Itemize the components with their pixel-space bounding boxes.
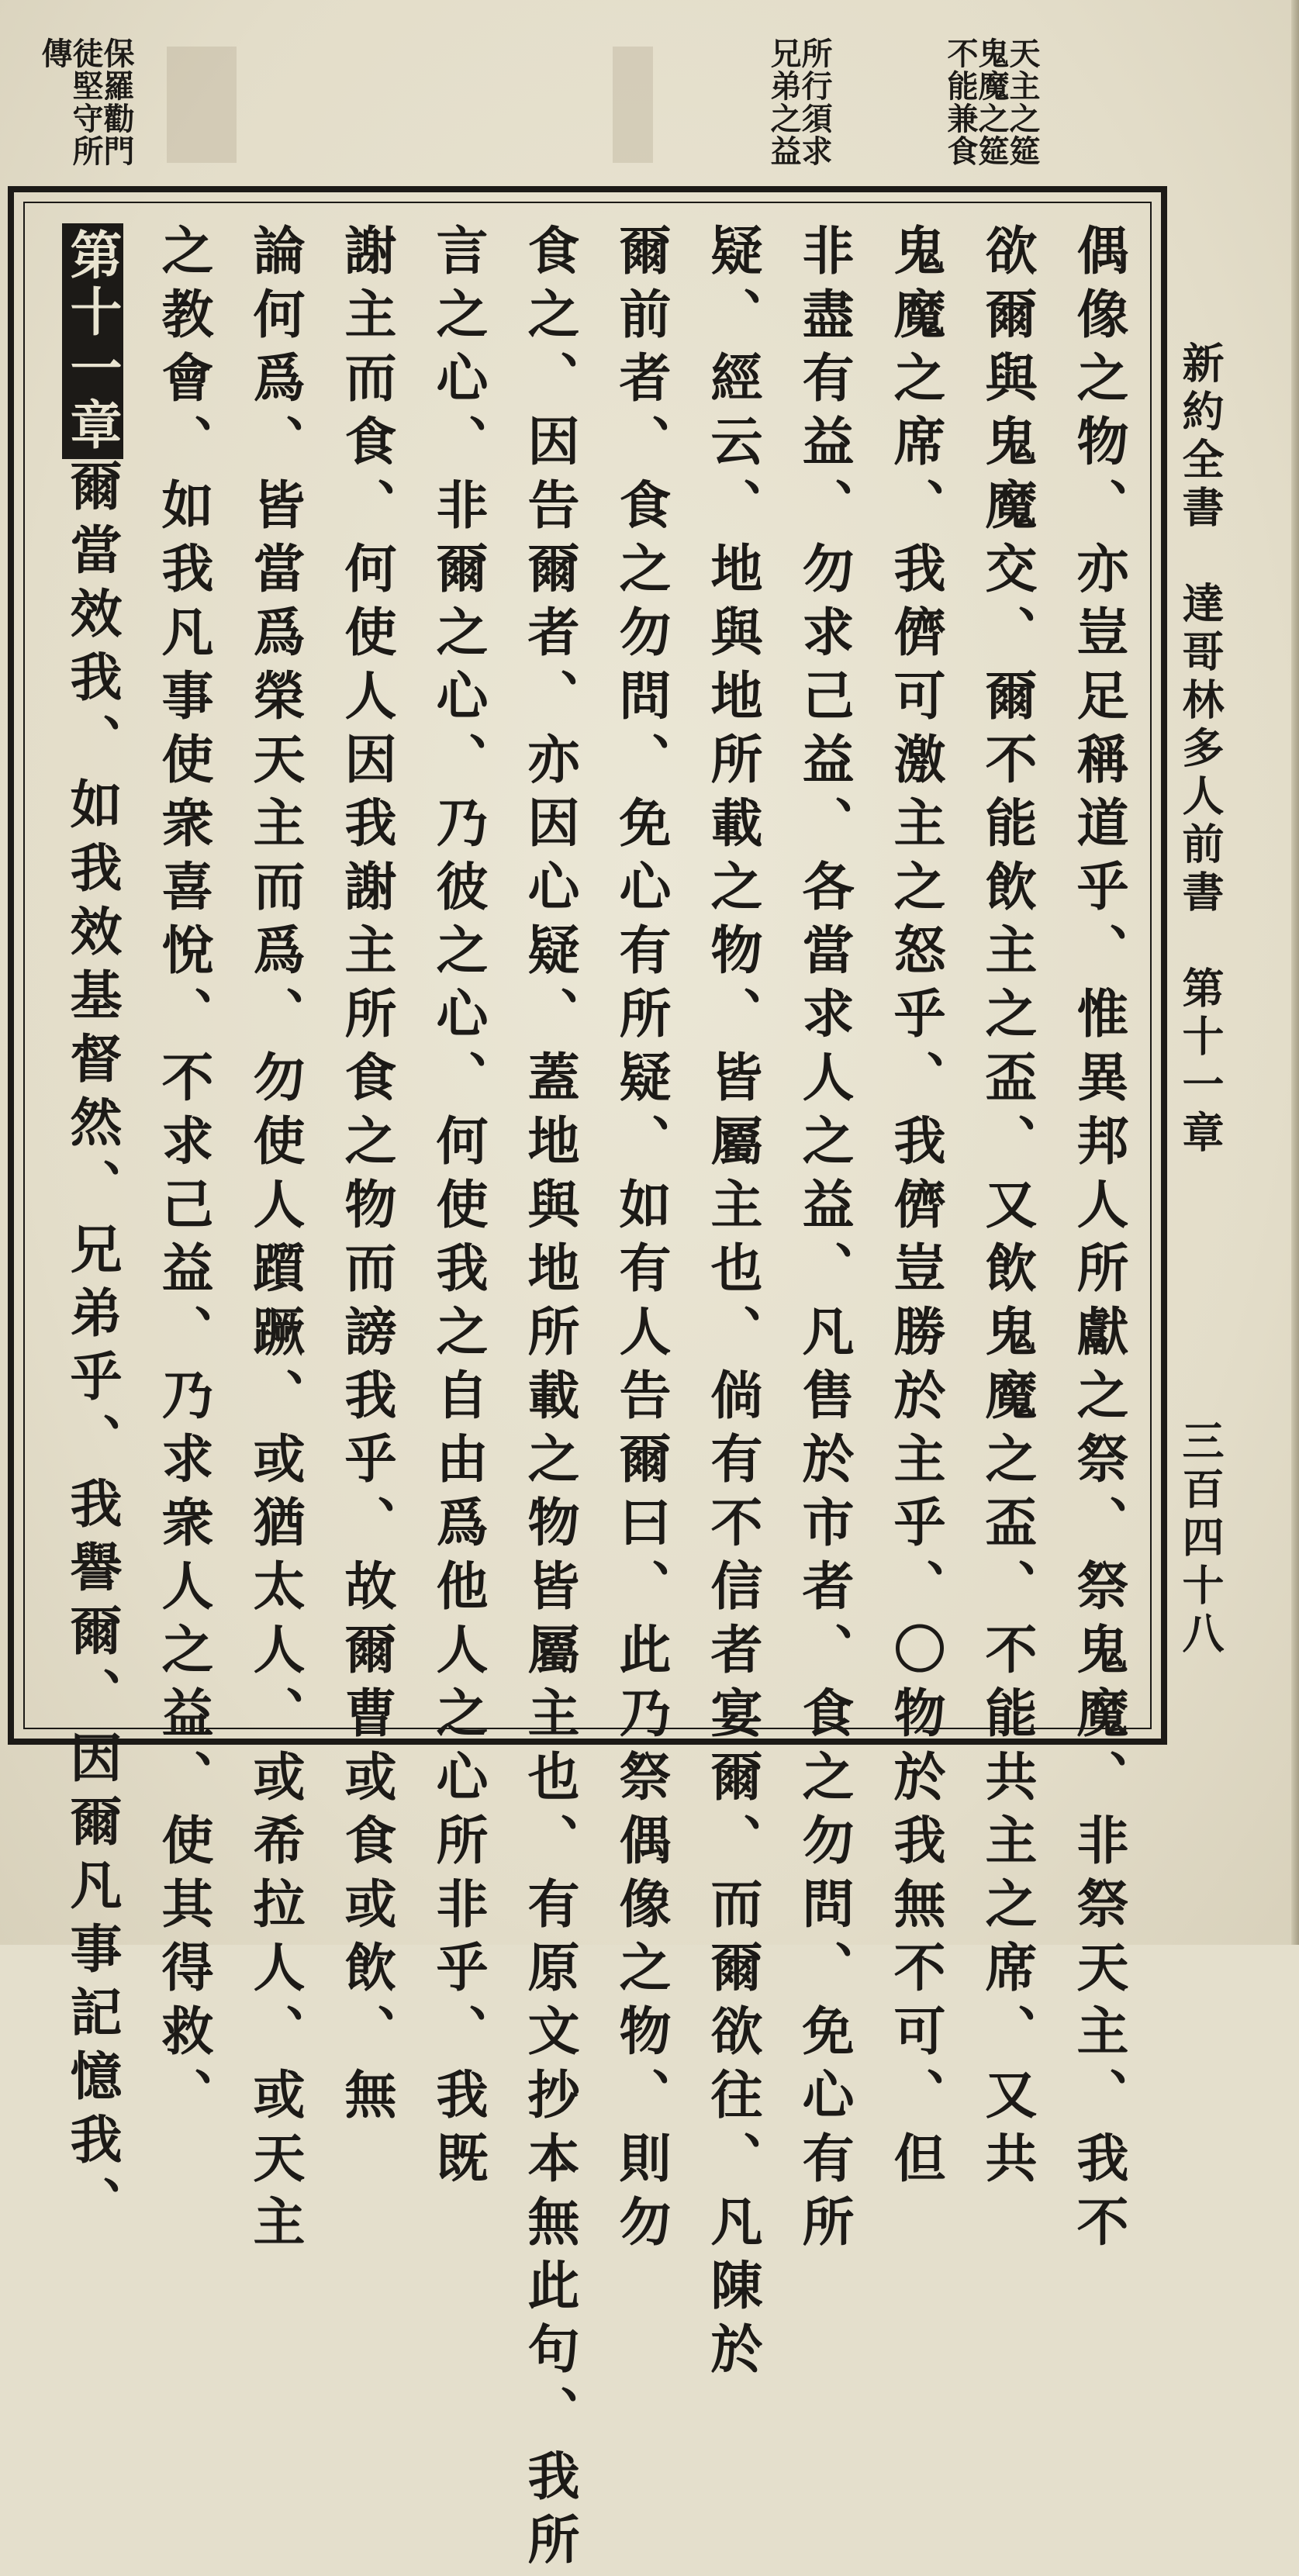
- text-column: 鬼魔之席、我儕可激主之怒乎、我儕豈勝於主乎、〇物於我無不可、但: [886, 223, 947, 2194]
- margin-note-line: 兄弟之益: [765, 37, 802, 167]
- margin-note-line: 不能兼食: [942, 37, 979, 167]
- text-column: 論何爲、皆當爲榮天主而爲、勿使人躓蹶、或猶太人、或希拉人、或天主: [245, 223, 306, 2258]
- text-column-chapter: [47, 223, 138, 2239]
- margin-note-line: 天主之筵: [1004, 37, 1041, 167]
- text-column: 食之、因告爾者、亦因心疑、蓋地與地所載之物皆屬主也、有原文抄本無此句、我所: [520, 223, 581, 2576]
- page-number: 三百四十八: [1176, 1419, 1225, 1659]
- faded-print-area: [167, 47, 237, 163]
- chapter-heading: 第十一章: [62, 223, 123, 459]
- text-column: 言之心、非爾之心、乃彼之心、何使我之自由爲他人之心所非乎、我既: [428, 223, 489, 2194]
- running-header: 新約全書 達哥林多人前書 第十一章: [1176, 341, 1225, 1159]
- text-column: 爾前者、食之勿問、免心有所疑、如有人告爾曰、此乃祭偶像之物、則勿: [611, 223, 672, 2258]
- margin-note-line: 保羅勸門: [98, 37, 135, 167]
- margin-note-line: 鬼魔之筵: [973, 37, 1010, 167]
- text-column: 非盡有益、勿求己益、各當求人之益、凡售於市者、食之勿問、免心有所: [794, 223, 855, 2258]
- faded-print-area: [613, 47, 653, 163]
- text-column: 之教會、如我凡事使衆喜悅、不求己益、乃求衆人之益、使其得救、: [154, 223, 215, 2131]
- text-column: 疑、經云、地與地所載之物、皆屬主也、倘有不信者宴爾、而爾欲往、凡陳於: [703, 223, 764, 2385]
- margin-note-middle: [765, 37, 833, 167]
- text-column: 偶像之物、亦豈足稱道乎、惟異邦人所獻之祭、祭鬼魔、非祭天主、我不: [1069, 223, 1130, 2258]
- text-column: 爾當效我、如我效基督然、兄弟乎、我譽爾、因爾凡事記憶我、: [62, 459, 123, 2239]
- text-column: 謝主而食、何使人因我謝主所食之物而謗我乎、故爾曹或食或飲、無: [337, 223, 398, 2131]
- body-text: [51, 223, 1145, 2576]
- margin-note-line: 傳: [36, 37, 73, 70]
- page-edge: [1291, 0, 1299, 1945]
- margin-note-line: 所行須求: [796, 37, 833, 167]
- text-column: 欲爾與鬼魔交、爾不能飲主之盃、又飲鬼魔之盃、不能共主之席、又共: [977, 223, 1038, 2194]
- text-frame: [8, 186, 1167, 2576]
- margin-note-right: [942, 37, 1041, 167]
- margin-note-left: [36, 37, 135, 167]
- margin-note-line: 徒堅守所: [67, 37, 104, 167]
